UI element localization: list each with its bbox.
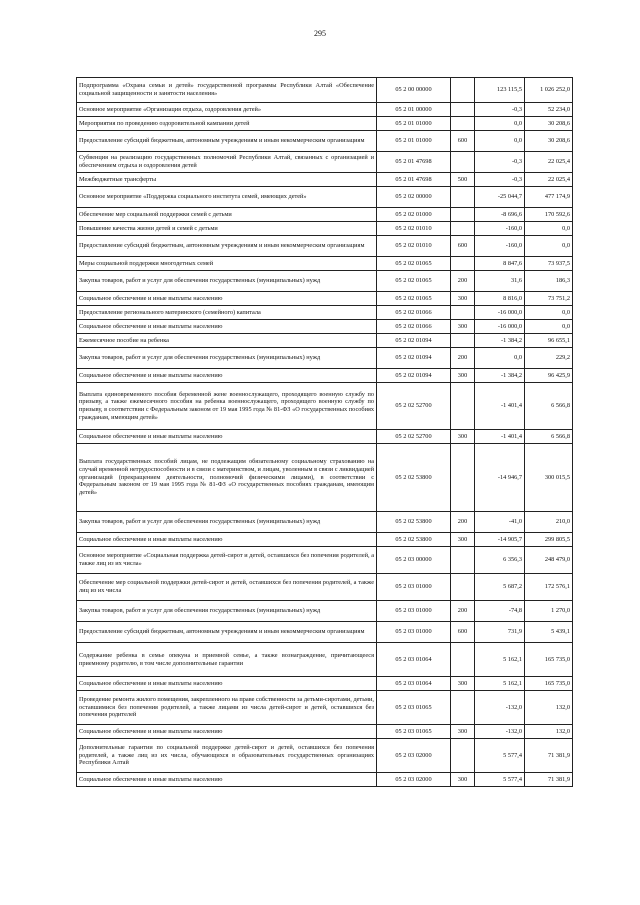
row-vr: 300: [451, 369, 475, 383]
table-row: [77, 601, 573, 622]
row-vr: 300: [451, 430, 475, 444]
row-change: -8 696,6: [475, 208, 525, 222]
row-name: Проведение ремонта жилого помещения, закрепленного на праве собственности за детьми-сиротами, детьми, оставшимися без попечения родителей, а также лицами из числа детей-сирот и детей, оставшихся без попечения родителей: [77, 691, 377, 725]
table-row: [77, 691, 573, 725]
row-total: 96 425,9: [525, 369, 573, 383]
row-total: 132,0: [525, 691, 573, 725]
row-vr: [451, 152, 475, 173]
table-row: [77, 257, 573, 271]
row-code: 05 2 02 01010: [377, 222, 451, 236]
row-total: 96 655,1: [525, 334, 573, 348]
row-code: 05 2 03 00000: [377, 547, 451, 574]
row-name: Выплата государственных пособий лицам, не подлежащим обязательному социальному страхованию на случай временной нетрудоспособности и в связи с материнством, и лицам, уволенным в связи с ликвидацией организаций (прекращением деятельности, полномочий физическими лицами), в соответствии с Федеральным законом от 19 мая 1995 года № 81-ФЗ «О государственных пособиях гражданам, имеющим детей»: [77, 444, 377, 512]
row-change: 0,0: [475, 117, 525, 131]
row-code: 05 2 01 47698: [377, 152, 451, 173]
row-name: Социальное обеспечение и иные выплаты населению: [77, 369, 377, 383]
row-vr: 300: [451, 773, 475, 787]
row-change: 5 687,2: [475, 574, 525, 601]
row-change: -1 384,2: [475, 369, 525, 383]
row-total: 299 805,5: [525, 533, 573, 547]
row-name: Предоставление субсидий бюджетным, автономным учреждениям и иным некоммерческим организациям: [77, 236, 377, 257]
row-total: 71 381,9: [525, 739, 573, 773]
row-name: Обеспечение мер социальной поддержки семей с детьми: [77, 208, 377, 222]
table-row: [77, 533, 573, 547]
row-total: 1 270,0: [525, 601, 573, 622]
row-name: Основное мероприятие «Поддержка социального института семей, имеющих детей»: [77, 187, 377, 208]
table-row: [77, 208, 573, 222]
row-name: Дополнительные гарантии по социальной поддержке детей-сирот и детей, оставшихся без попечения родителей, а также лиц из их числа, обучающихся в образовательных государственных организациях Республики Алтай: [77, 739, 377, 773]
table-row: [77, 739, 573, 773]
table-row: [77, 369, 573, 383]
table-row: [77, 187, 573, 208]
row-code: 05 2 02 01094: [377, 348, 451, 369]
row-name: Закупка товаров, работ и услуг для обеспечения государственных (муниципальных) нужд: [77, 512, 377, 533]
row-code: 05 2 03 01065: [377, 725, 451, 739]
row-total: 165 735,0: [525, 677, 573, 691]
row-code: 05 2 02 53800: [377, 444, 451, 512]
row-name: Предоставление субсидий бюджетным, автономным учреждениям и иным некоммерческим организациям: [77, 622, 377, 643]
row-total: 73 937,5: [525, 257, 573, 271]
row-change: -0,3: [475, 152, 525, 173]
table-row: [77, 117, 573, 131]
row-change: 6 356,3: [475, 547, 525, 574]
row-change: -0,3: [475, 103, 525, 117]
table-row: [77, 222, 573, 236]
row-total: 6 566,8: [525, 430, 573, 444]
row-total: 22 025,4: [525, 152, 573, 173]
row-change: -41,0: [475, 512, 525, 533]
row-change: 5 162,1: [475, 643, 525, 677]
row-vr: [451, 739, 475, 773]
row-vr: [451, 257, 475, 271]
table-row: [77, 547, 573, 574]
row-vr: 600: [451, 622, 475, 643]
row-vr: 300: [451, 725, 475, 739]
row-code: 05 2 03 01000: [377, 601, 451, 622]
row-vr: [451, 103, 475, 117]
table-row: [77, 512, 573, 533]
row-total: 0,0: [525, 306, 573, 320]
row-code: 05 2 03 01064: [377, 677, 451, 691]
row-vr: 300: [451, 292, 475, 306]
row-change: 5 162,1: [475, 677, 525, 691]
table-row: [77, 574, 573, 601]
row-vr: [451, 117, 475, 131]
table-row: [77, 725, 573, 739]
table-row: [77, 348, 573, 369]
row-total: 52 234,0: [525, 103, 573, 117]
row-total: 165 735,0: [525, 643, 573, 677]
row-change: -16 000,0: [475, 320, 525, 334]
row-vr: [451, 222, 475, 236]
row-vr: 200: [451, 348, 475, 369]
row-total: 1 026 252,0: [525, 78, 573, 103]
row-vr: [451, 383, 475, 430]
row-code: 05 2 03 01064: [377, 643, 451, 677]
row-code: 05 2 01 01000: [377, 117, 451, 131]
row-vr: 300: [451, 677, 475, 691]
row-name: Основное мероприятие «Организация отдыха, оздоровления детей»: [77, 103, 377, 117]
row-vr: [451, 306, 475, 320]
table-row: [77, 773, 573, 787]
table-row: [77, 320, 573, 334]
row-total: 248 479,0: [525, 547, 573, 574]
row-vr: 600: [451, 236, 475, 257]
row-vr: [451, 547, 475, 574]
row-code: 05 2 02 01000: [377, 208, 451, 222]
row-code: 05 2 02 52700: [377, 430, 451, 444]
row-vr: [451, 187, 475, 208]
row-change: -0,3: [475, 173, 525, 187]
row-code: 05 2 02 00000: [377, 187, 451, 208]
row-vr: 300: [451, 533, 475, 547]
table-row: [77, 306, 573, 320]
row-vr: 500: [451, 173, 475, 187]
row-code: 05 2 02 01066: [377, 320, 451, 334]
row-change: 731,9: [475, 622, 525, 643]
row-change: -14 905,7: [475, 533, 525, 547]
row-code: 05 2 02 01066: [377, 306, 451, 320]
row-name: Социальное обеспечение и иные выплаты населению: [77, 773, 377, 787]
budget-table: [76, 77, 573, 787]
row-vr: [451, 444, 475, 512]
row-vr: [451, 574, 475, 601]
row-vr: [451, 334, 475, 348]
row-name: Закупка товаров, работ и услуг для обеспечения государственных (муниципальных) нужд: [77, 601, 377, 622]
row-change: 5 577,4: [475, 773, 525, 787]
row-change: 123 115,5: [475, 78, 525, 103]
row-name: Подпрограмма «Охрана семьи и детей» государственной программы Республики Алтай «Обеспечение социальной защищенности и занятости населения»: [77, 78, 377, 103]
row-total: 5 439,1: [525, 622, 573, 643]
row-total: 6 566,8: [525, 383, 573, 430]
row-name: Меры социальной поддержки многодетных семей: [77, 257, 377, 271]
row-vr: [451, 643, 475, 677]
row-total: 210,0: [525, 512, 573, 533]
row-change: 5 577,4: [475, 739, 525, 773]
row-vr: [451, 208, 475, 222]
row-total: 186,3: [525, 271, 573, 292]
table-row: [77, 430, 573, 444]
row-change: -16 000,0: [475, 306, 525, 320]
row-change: 8 847,6: [475, 257, 525, 271]
table-row: [77, 622, 573, 643]
row-total: 132,0: [525, 725, 573, 739]
table-row: [77, 131, 573, 152]
row-change: -160,0: [475, 222, 525, 236]
row-name: Предоставление регионального материнского (семейного) капитала: [77, 306, 377, 320]
row-vr: 300: [451, 320, 475, 334]
row-code: 05 2 02 01065: [377, 257, 451, 271]
row-total: 0,0: [525, 320, 573, 334]
row-total: 300 015,5: [525, 444, 573, 512]
row-name: Социальное обеспечение и иные выплаты населению: [77, 292, 377, 306]
row-vr: [451, 691, 475, 725]
row-code: 05 2 02 52700: [377, 383, 451, 430]
page-number: 295: [314, 29, 326, 38]
table-row: [77, 271, 573, 292]
row-code: 05 2 02 53800: [377, 533, 451, 547]
row-change: 0,0: [475, 348, 525, 369]
table-row: [77, 334, 573, 348]
row-change: 31,6: [475, 271, 525, 292]
row-name: Социальное обеспечение и иные выплаты населению: [77, 320, 377, 334]
row-change: -132,0: [475, 691, 525, 725]
row-code: 05 2 03 01000: [377, 622, 451, 643]
table-row: [77, 236, 573, 257]
row-change: -160,0: [475, 236, 525, 257]
row-total: 30 208,6: [525, 131, 573, 152]
row-name: Субвенция на реализацию государственных полномочий Республики Алтай, связанных с организацией и обеспечением отдыха и оздоровления детей: [77, 152, 377, 173]
row-total: 172 576,1: [525, 574, 573, 601]
row-change: -1 401,4: [475, 430, 525, 444]
row-name: Повышение качества жизни детей и семей с детьми: [77, 222, 377, 236]
row-change: -25 044,7: [475, 187, 525, 208]
row-code: 05 2 02 01010: [377, 236, 451, 257]
row-total: 229,2: [525, 348, 573, 369]
row-change: -14 946,7: [475, 444, 525, 512]
row-total: 73 751,2: [525, 292, 573, 306]
row-code: 05 2 03 01000: [377, 574, 451, 601]
row-code: 05 2 02 53800: [377, 512, 451, 533]
row-code: 05 2 02 01094: [377, 334, 451, 348]
row-name: Социальное обеспечение и иные выплаты населению: [77, 725, 377, 739]
row-vr: 200: [451, 271, 475, 292]
row-total: 477 174,9: [525, 187, 573, 208]
table-row: [77, 103, 573, 117]
row-total: 170 592,6: [525, 208, 573, 222]
table-row: [77, 152, 573, 173]
table-row: [77, 173, 573, 187]
table-row: [77, 677, 573, 691]
row-change: -1 384,2: [475, 334, 525, 348]
row-name: Выплата единовременного пособия беременной жене военнослужащего, проходящего военную службу по призыву, а также ежемесячного пособия на ребенка военнослужащего, проходящего военную службу по призыву, в соответствии с Федеральным законом от 19 мая 1995 года № 81-ФЗ «О государственных пособиях гражданам, имеющим детей»: [77, 383, 377, 430]
table-row: [77, 78, 573, 103]
row-total: 0,0: [525, 222, 573, 236]
row-name: Основное мероприятие «Социальная поддержка детей-сирот и детей, оставшихся без попечения родителей, а также лиц из их числа»: [77, 547, 377, 574]
row-name: Закупка товаров, работ и услуг для обеспечения государственных (муниципальных) нужд: [77, 348, 377, 369]
row-change: -132,0: [475, 725, 525, 739]
row-name: Ежемесячное пособие на ребенка: [77, 334, 377, 348]
row-total: 30 208,6: [525, 117, 573, 131]
row-name: Социальное обеспечение и иные выплаты населению: [77, 533, 377, 547]
row-name: Мероприятия по проведению оздоровительной кампании детей: [77, 117, 377, 131]
row-name: Предоставление субсидий бюджетным, автономным учреждениям и иным некоммерческим организациям: [77, 131, 377, 152]
row-code: 05 2 00 00000: [377, 78, 451, 103]
budget-table-body: [77, 78, 573, 787]
row-change: -74,8: [475, 601, 525, 622]
row-vr: 200: [451, 512, 475, 533]
row-total: 0,0: [525, 236, 573, 257]
row-name: Закупка товаров, работ и услуг для обеспечения государственных (муниципальных) нужд: [77, 271, 377, 292]
row-code: 05 2 03 01065: [377, 691, 451, 725]
table-row: [77, 383, 573, 430]
table-row: [77, 444, 573, 512]
row-total: 71 381,9: [525, 773, 573, 787]
row-name: Социальное обеспечение и иные выплаты населению: [77, 677, 377, 691]
row-vr: 200: [451, 601, 475, 622]
row-vr: 600: [451, 131, 475, 152]
row-code: 05 2 02 01094: [377, 369, 451, 383]
table-row: [77, 643, 573, 677]
row-code: 05 2 01 00000: [377, 103, 451, 117]
row-name: Обеспечение мер социальной поддержки детей-сирот и детей, оставшихся без попечения родителей, а также лиц из их числа: [77, 574, 377, 601]
table-row: [77, 292, 573, 306]
row-code: 05 2 01 01000: [377, 131, 451, 152]
row-code: 05 2 03 02000: [377, 739, 451, 773]
row-change: 0,0: [475, 131, 525, 152]
row-name: Социальное обеспечение и иные выплаты населению: [77, 430, 377, 444]
row-code: 05 2 03 02000: [377, 773, 451, 787]
row-code: 05 2 01 47698: [377, 173, 451, 187]
row-change: 8 816,0: [475, 292, 525, 306]
row-name: Содержание ребенка в семье опекуна и приемной семье, а также вознаграждение, причитающееся приемному родителю, в том числе дополнительные гарантии: [77, 643, 377, 677]
row-name: Межбюджетные трансферты: [77, 173, 377, 187]
row-code: 05 2 02 01065: [377, 292, 451, 306]
row-total: 22 025,4: [525, 173, 573, 187]
row-change: -1 401,4: [475, 383, 525, 430]
row-vr: [451, 78, 475, 103]
row-code: 05 2 02 01065: [377, 271, 451, 292]
